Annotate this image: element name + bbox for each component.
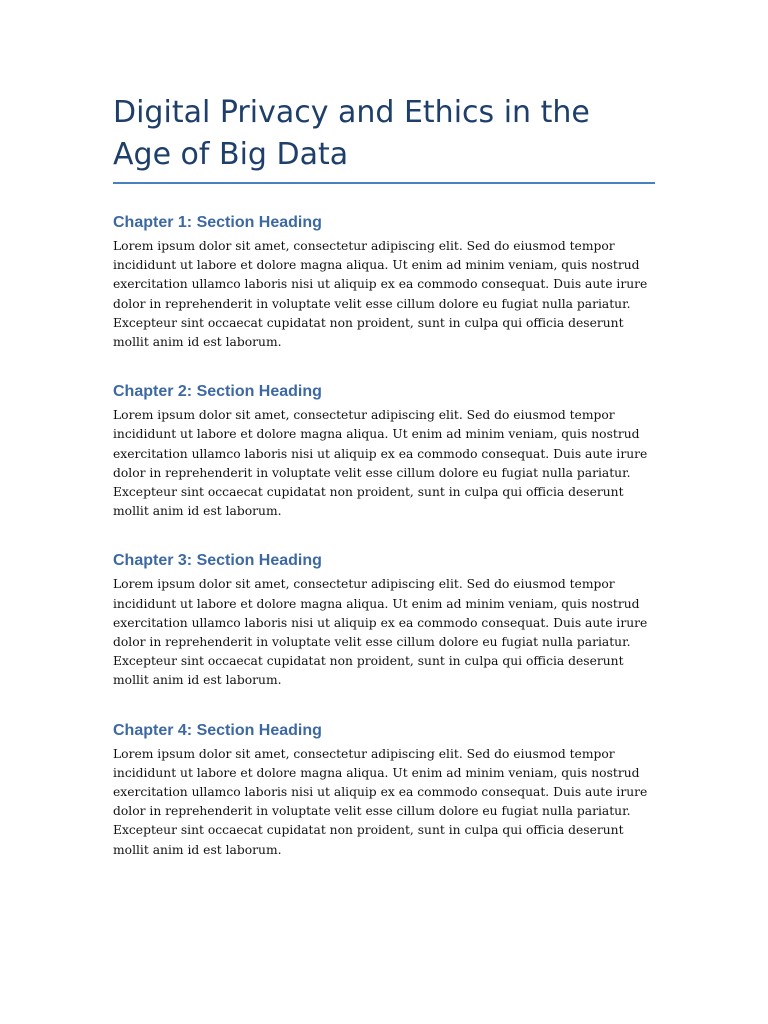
section-heading: Chapter 4: Section Heading — [113, 721, 322, 739]
section-heading: Chapter 1: Section Heading — [113, 214, 322, 231]
section-body: Lorem ipsum dolor sit amet, consectetur adipiscing elit. Sed do eiusmod tempor incididunt ut labore et dolore magna aliqua. Ut enim ad minim veniam, quis nostrud exercitation ullamco laboris nisi ut aliquip ex ea commodo consequat. Duis aute irure dolor in reprehenderit in voluptate velit esse cillum dolore eu fugiat nulla pariatur. Excepteur sint occaecat cupidatat non proident, sunt in culpa qui officia deserunt mollit anim id est laborum. — [113, 408, 648, 519]
section-heading: Chapter 3: Section Heading — [113, 552, 322, 570]
section-chapter-2 — [113, 381, 655, 521]
document-page — [113, 92, 655, 860]
section-chapter-4 — [113, 720, 655, 860]
section-body: Lorem ipsum dolor sit amet, consectetur adipiscing elit. Sed do eiusmod tempor incididunt ut labore et dolore magna aliqua. Ut enim ad minim veniam, quis nostrud exercitation ullamco laboris nisi ut aliquip ex ea commodo consequat. Duis aute irure dolor in reprehenderit in voluptate velit esse cillum dolore eu fugiat nulla pariatur. Excepteur sint occaecat cupidatat non proident, sunt in culpa qui officia deserunt mollit anim id est laborum. — [113, 577, 648, 688]
section-body: Lorem ipsum dolor sit amet, consectetur adipiscing elit. Sed do eiusmod tempor incididunt ut labore et dolore magna aliqua. Ut enim ad minim veniam, quis nostrud exercitation ullamco laboris nisi ut aliquip ex ea commodo consequat. Duis aute irure dolor in reprehenderit in voluptate velit esse cillum dolore eu fugiat nulla pariatur. Excepteur sint occaecat cupidatat non proident, sunt in culpa qui officia deserunt mollit anim id est laborum. — [113, 239, 648, 350]
section-chapter-1 — [113, 212, 655, 352]
section-chapter-3 — [113, 550, 655, 690]
section-heading: Chapter 2: Section Heading — [113, 383, 322, 401]
section-body: Lorem ipsum dolor sit amet, consectetur adipiscing elit. Sed do eiusmod tempor incididunt ut labore et dolore magna aliqua. Ut enim ad minim veniam, quis nostrud exercitation ullamco laboris nisi ut aliquip ex ea commodo consequat. Duis aute irure dolor in reprehenderit in voluptate velit esse cillum dolore eu fugiat nulla pariatur. Excepteur sint occaecat cupidatat non proident, sunt in culpa qui officia deserunt mollit anim id est laborum. — [113, 746, 648, 857]
document-title: Digital Privacy and Ethics in the Age of Big Data — [113, 92, 655, 184]
